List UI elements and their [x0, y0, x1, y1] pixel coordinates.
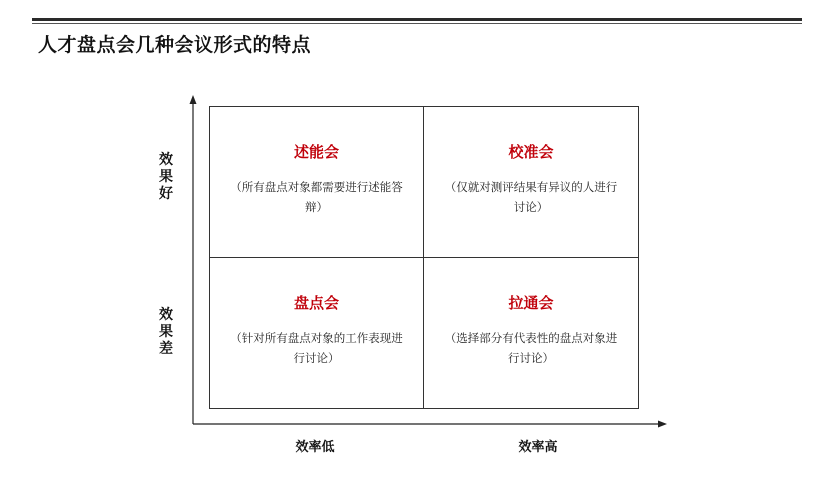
quadrant-bottom-right	[424, 258, 638, 409]
y-label-good-char: 好	[159, 186, 173, 202]
y-label-good-char: 果	[159, 169, 173, 185]
quadrant-bottom-left	[210, 258, 424, 409]
y-axis-arrow	[190, 95, 197, 104]
quadrant-description: （选择部分有代表性的盘点对象进行讨论）	[444, 330, 618, 365]
quadrant-name: 拉通会	[508, 293, 554, 312]
y-label-poor-char: 差	[159, 341, 173, 357]
page-title: 人才盘点会几种会议形式的特点	[38, 34, 312, 56]
x-label-high-efficiency: 效率高	[518, 440, 558, 455]
quadrant-name: 盘点会	[293, 293, 339, 312]
quadrant-description: （所有盘点对象都需要进行述能答辩）	[230, 180, 403, 214]
quadrant-top-left	[210, 107, 424, 258]
y-label-poor-char: 效	[159, 307, 173, 323]
quadrant-name: 述能会	[293, 143, 339, 161]
y-label-poor	[156, 307, 176, 358]
quadrant-grid	[209, 106, 639, 409]
quadrant-description: （针对所有盘点对象的工作表现进行讨论）	[230, 330, 403, 365]
quadrant-top-right	[424, 107, 638, 258]
quadrant-description: （仅就对测评结果有异议的人进行讨论）	[444, 180, 618, 214]
y-label-good-char: 效	[159, 152, 173, 168]
quadrant-name: 校准会	[508, 143, 554, 161]
y-label-good	[156, 152, 176, 203]
y-label-poor-char: 果	[159, 324, 173, 340]
x-label-low-efficiency: 效率低	[295, 440, 335, 455]
x-axis-arrow	[658, 421, 667, 428]
